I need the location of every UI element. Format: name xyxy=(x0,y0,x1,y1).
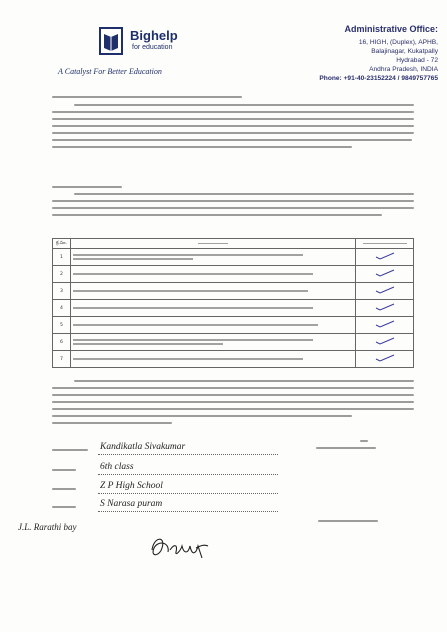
brand-subtitle: for education xyxy=(132,44,173,51)
questionnaire-table xyxy=(52,238,414,368)
table-row: 5 xyxy=(53,317,414,334)
salutation xyxy=(52,96,252,103)
tick-mark-icon[interactable] xyxy=(374,269,396,277)
organization-label xyxy=(316,440,376,454)
address-line: Hydrabad - 72 xyxy=(396,57,438,64)
address-line: Andhra Pradesh, INDIA xyxy=(369,66,438,73)
student-name-value[interactable]: Kandikatla Sivakumar xyxy=(100,442,186,452)
tick-mark-icon[interactable] xyxy=(374,303,396,311)
village-value[interactable]: S Narasa puram xyxy=(100,499,163,509)
parent-paragraph xyxy=(52,186,414,221)
signature-image xyxy=(146,532,216,566)
admin-address xyxy=(278,24,438,83)
tick-mark-icon[interactable] xyxy=(374,252,396,260)
admin-title: Administrative Office: xyxy=(344,24,438,34)
table-row: 3 xyxy=(53,283,414,300)
table-row: 1 xyxy=(53,249,414,266)
school-value[interactable]: Z P High School xyxy=(100,481,163,491)
col-question xyxy=(71,239,356,249)
address-line: Balajinagar, Kukatpally xyxy=(371,48,438,55)
intro-paragraph xyxy=(52,104,414,153)
tick-mark-icon[interactable] xyxy=(374,320,396,328)
table-row: 7 xyxy=(53,351,414,368)
brand-name: Bighelp xyxy=(130,28,178,43)
phone: Phone: +91-40-23152224 / 9849757765 xyxy=(319,75,438,82)
headmaster-label xyxy=(318,520,378,527)
tick-mark-icon[interactable] xyxy=(374,286,396,294)
col-tick xyxy=(356,239,414,249)
table-row: 6 xyxy=(53,334,414,351)
handwritten-note: J.L. Rarathi bay xyxy=(18,522,77,532)
col-sno: క్ర.సం. xyxy=(53,239,71,249)
closing-paragraph xyxy=(52,380,414,429)
tick-mark-icon[interactable] xyxy=(374,337,396,345)
tagline: A Catalyst For Better Education xyxy=(58,67,162,76)
table-row: 2 xyxy=(53,266,414,283)
table-row: 4 xyxy=(53,300,414,317)
tick-mark-icon[interactable] xyxy=(374,354,396,362)
book-logo-icon xyxy=(98,26,124,56)
letterhead xyxy=(14,22,438,90)
address-line: 16, HIGH, (Duplex), APHB, xyxy=(358,39,438,46)
class-value[interactable]: 6th class xyxy=(100,462,134,472)
